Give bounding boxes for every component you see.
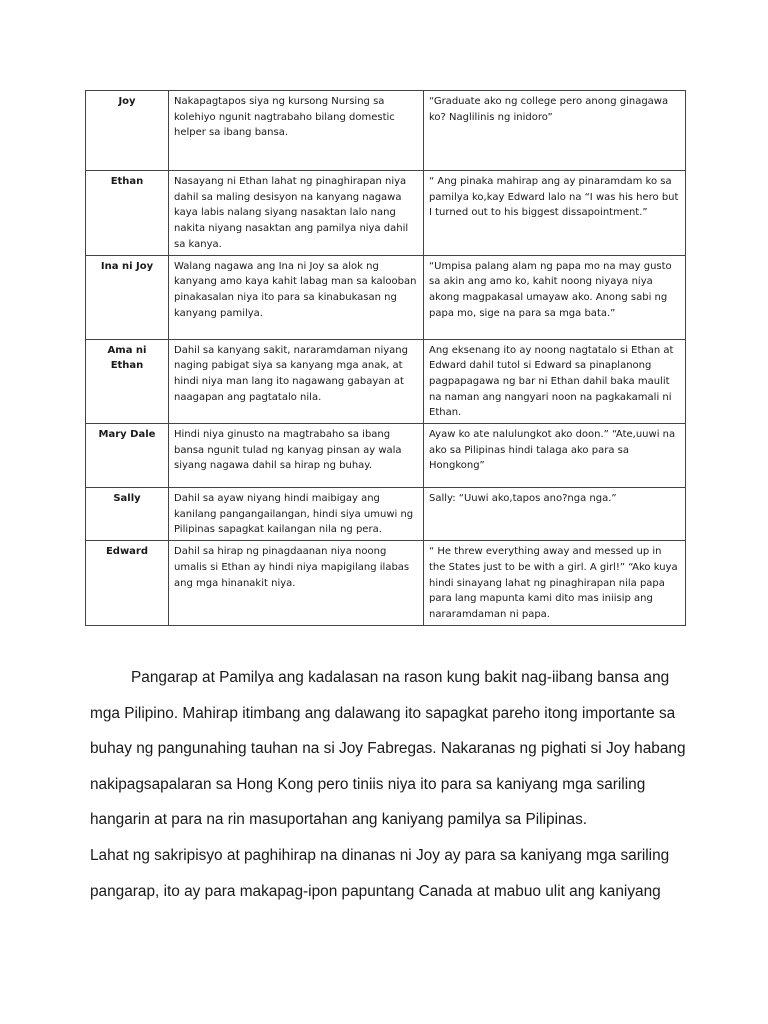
character-name: Ina ni Joy xyxy=(86,255,169,339)
character-name: Ama ni Ethan xyxy=(86,339,169,424)
character-description: Dahil sa hirap ng pinagdaanan niya noong umalis si Ethan ay hindi niya mapigilang ilabas ang mga hinanakit niya. xyxy=(169,541,424,626)
character-quote: “ He threw everything away and messed up in the States just to be with a girl. A girl!” “Ako kuya hindi sinayang lahat ng pinaghirapan nila papa para lang mapunta kami dito mas iniisip ang nararamdaman ni papa. xyxy=(424,541,686,626)
character-quote: Ang eksenang ito ay noong nagtatalo si Ethan at Edward dahil tutol si Edward sa pinaplanong pagpapagawa ng bar ni Ethan dahil baka maulit na naman ang nangyari noon na pagkakamali ni Ethan. xyxy=(424,339,686,424)
character-name: Joy xyxy=(86,91,169,171)
character-name: Mary Dale xyxy=(86,424,169,488)
table-row xyxy=(86,171,686,256)
character-quote: “ Ang pinaka mahirap ang ay pinaramdam ko sa pamilya ko,kay Edward lalo na “I was his hero but I turned out to his biggest dissapointment.” xyxy=(424,171,686,256)
character-description: Nasayang ni Ethan lahat ng pinaghirapan niya dahil sa maling desisyon na kanyang nagawa kaya labis nalang siyang nasaktan lalo nang nakita niyang nasaktan ang pamilya niya dahil sa kanya. xyxy=(169,171,424,256)
character-quote: “Graduate ako ng college pero anong ginagawa ko? Naglilinis ng inidoro” xyxy=(424,91,686,171)
table-row xyxy=(86,339,686,424)
table-row xyxy=(86,255,686,339)
essay-paragraph: Lahat ng sakripisyo at paghihirap na dinanas ni Joy ay para sa kaniyang mga sariling pangarap, ito ay para makapag-ipon papuntang Canada at mabuo ulit ang kaniyang xyxy=(90,846,670,900)
character-name: Ethan xyxy=(86,171,169,256)
character-description: Dahil sa ayaw niyang hindi maibigay ang kanilang pangangailangan, hindi siya umuwi ng Pilipinas sapagkat kailangan nila ng pera. xyxy=(169,488,424,541)
essay-body xyxy=(90,660,690,909)
character-description: Walang nagawa ang Ina ni Joy sa alok ng kanyang amo kaya kahit labag man sa kalooban pinakasalan niya ito para sa kinabukasan ng kanyang pamilya. xyxy=(169,255,424,339)
table-row xyxy=(86,91,686,171)
essay-paragraph: Pangarap at Pamilya ang kadalasan na rason kung bakit nag-iibang bansa ang mga Pilipino. Mahirap itimbang ang dalawang ito sapagkat pareho itong importante sa buhay ng pangunahing tauhan na si Joy Fabregas. Nakaranas ng pighati si Joy habang nakipagsapalaran sa Hong Kong pero tiniis niya ito para sa kaniyang mga sariling hangarin at para na rin masuportahan ang kaniyang pamilya sa Pilipinas. xyxy=(90,669,686,829)
table-row xyxy=(86,424,686,488)
character-description: Hindi niya ginusto na magtrabaho sa ibang bansa ngunit tulad ng kanyag pinsan ay wala siyang nagawa dahil sa hirap ng buhay. xyxy=(169,424,424,488)
character-quote: Sally: “Uuwi ako,tapos ano?nga nga.” xyxy=(424,488,686,541)
character-name: Edward xyxy=(86,541,169,626)
character-description: Dahil sa kanyang sakit, nararamdaman niyang naging pabigat siya sa kanyang mga anak, at hindi niya man lang ito nagawang gabayan at naagapan ang pagtatalo nila. xyxy=(169,339,424,424)
table-row xyxy=(86,488,686,541)
character-quote: Ayaw ko ate nalulungkot ako doon.” “Ate,uuwi na ako sa Pilipinas hindi talaga ako para sa Hongkong” xyxy=(424,424,686,488)
character-name: Sally xyxy=(86,488,169,541)
character-quote: “Umpisa palang alam ng papa mo na may gusto sa akin ang amo ko, kahit noong niyaya niya akong magpakasal umayaw ako. Anong sabi ng papa mo, sige na para sa mga bata.” xyxy=(424,255,686,339)
character-description: Nakapagtapos siya ng kursong Nursing sa kolehiyo ngunit nagtrabaho bilang domestic helper sa ibang bansa. xyxy=(169,91,424,171)
table-row xyxy=(86,541,686,626)
character-table xyxy=(85,90,686,626)
